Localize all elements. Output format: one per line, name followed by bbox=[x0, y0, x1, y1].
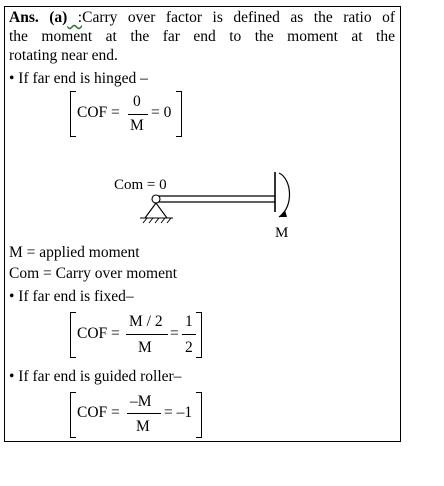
eq-hinged-numerator: 0 bbox=[133, 93, 141, 110]
eq-guided-denominator: M bbox=[136, 418, 150, 435]
definition-line-1: Ans. (a) :Carry over factor is defined as the ratio of bbox=[9, 9, 396, 26]
eq-guided-numerator: –M bbox=[130, 393, 152, 410]
eq-guided-lhs: COF = bbox=[77, 404, 120, 421]
eq-fixed-numerator-2: 1 bbox=[185, 313, 193, 330]
eq-hinged-lhs: COF = bbox=[77, 104, 120, 121]
eq-hinged-denominator: M bbox=[130, 117, 144, 134]
eq-fixed-numerator: M / 2 bbox=[129, 313, 163, 330]
answer-colon: : bbox=[67, 9, 83, 26]
eq-fixed-denominator: M bbox=[138, 339, 152, 356]
com-definition: Com = Carry over moment bbox=[9, 265, 178, 282]
hinge-pin bbox=[152, 195, 160, 203]
eq-fixed-denominator-2: 2 bbox=[185, 339, 193, 356]
moment-definition: M = applied moment bbox=[9, 244, 140, 261]
eq-fixed-equals: = bbox=[170, 325, 179, 342]
case-guided-roller: • If far end is guided roller– bbox=[9, 368, 182, 385]
case-hinged: • If far end is hinged – bbox=[9, 70, 148, 87]
eq-guided-rhs: = –1 bbox=[164, 404, 193, 421]
eq-fixed-lhs: COF = bbox=[77, 325, 120, 342]
definition-line-2: the moment at the far end to the moment at the bbox=[9, 28, 395, 45]
hinge-support bbox=[145, 203, 167, 218]
case-fixed: • If far end is fixed– bbox=[9, 288, 134, 305]
moment-arrow bbox=[279, 173, 290, 217]
com-label: Com = 0 bbox=[114, 177, 167, 193]
answer-label: Ans. (a) bbox=[9, 9, 68, 26]
moment-label: M bbox=[275, 225, 289, 241]
definition-line-3: rotating near end. bbox=[9, 47, 118, 64]
eq-hinged-rhs: = 0 bbox=[151, 104, 172, 121]
